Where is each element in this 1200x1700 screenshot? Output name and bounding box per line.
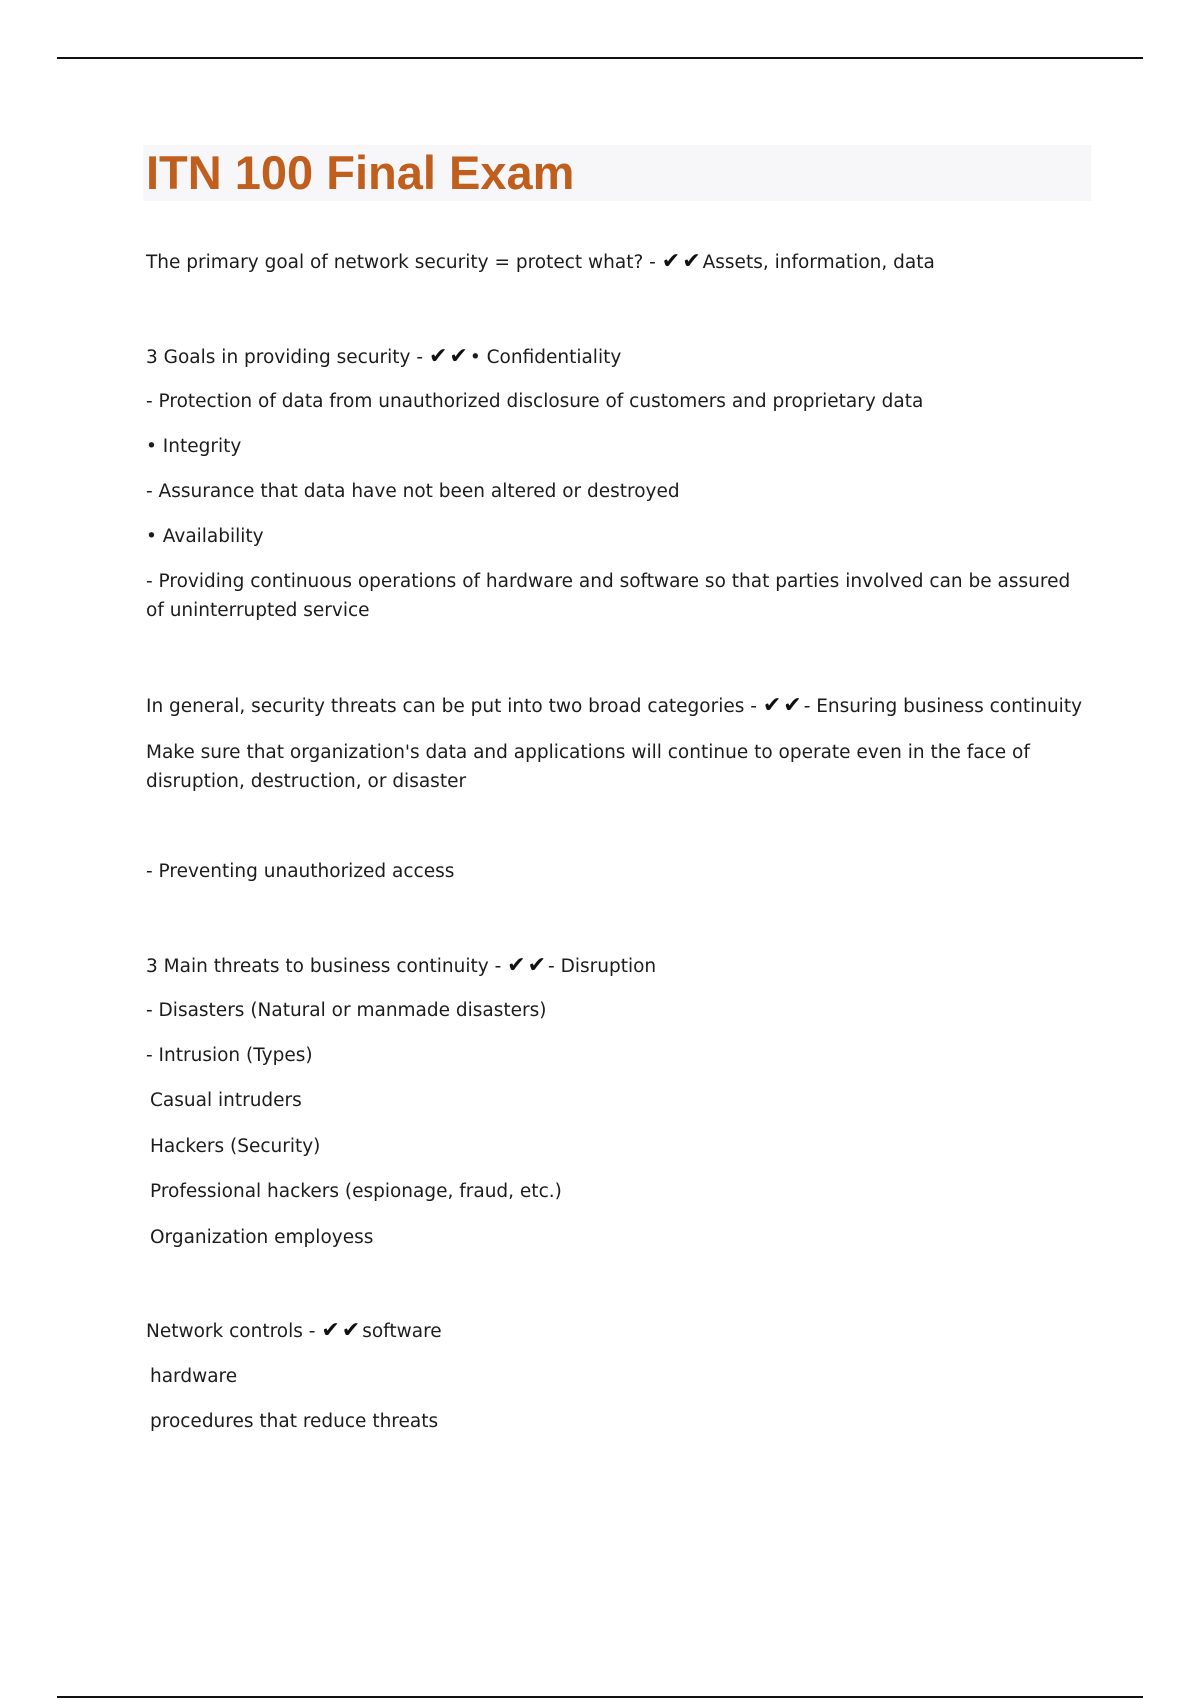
card-1-question-line <box>146 250 935 275</box>
card-4-detail: - Intrusion (Types) <box>146 1045 313 1066</box>
check-icon: ✔ <box>527 953 549 978</box>
card-2-detail: • Integrity <box>146 436 242 457</box>
card-2-question: 3 Goals in providing security - <box>146 347 429 368</box>
check-icon: ✔ <box>428 344 450 369</box>
card-2-answer: • Confidentiality <box>469 347 622 368</box>
check-icon: ✔ <box>449 344 470 369</box>
card-1-question: The primary goal of network security = protect what? - <box>146 252 662 273</box>
card-2-detail: • Availability <box>146 526 264 547</box>
card-3-question: In general, security threats can be put into two broad categories - <box>146 696 763 717</box>
check-icon: ✔ <box>682 249 703 274</box>
document-title: ITN 100 Final Exam <box>146 146 575 199</box>
card-4-detail: - Disasters (Natural or manmade disasters) <box>146 1000 547 1021</box>
card-3-question-line <box>146 694 1082 719</box>
bottom-rule <box>57 1696 1143 1698</box>
card-4-detail: Casual intruders <box>150 1090 302 1111</box>
card-5-detail: hardware <box>150 1366 238 1387</box>
card-5-question: Network controls - <box>146 1321 322 1342</box>
check-icon: ✔ <box>321 1318 342 1343</box>
card-3-detail: Make sure that organization's data and applications will continue to operate even in the face of disruption, destruction, or disaster <box>146 742 1030 792</box>
check-icon: ✔ <box>507 953 528 978</box>
card-3-detail: - Preventing unauthorized access <box>146 861 455 882</box>
card-2-detail: - Assurance that data have not been altered or destroyed <box>146 481 680 502</box>
top-rule <box>57 57 1143 59</box>
card-2-detail: - Protection of data from unauthorized disclosure of customers and proprietary data <box>146 391 924 412</box>
card-5-question-line <box>146 1319 442 1344</box>
card-2-question-line <box>146 345 621 370</box>
check-icon: ✔ <box>341 1318 363 1343</box>
card-4-question: 3 Main threats to business continuity - <box>146 956 508 977</box>
card-4-answer: - Disruption <box>548 956 657 977</box>
card-5-answer: software <box>362 1321 442 1342</box>
card-5-detail: procedures that reduce threats <box>150 1411 439 1432</box>
card-3-answer: - Ensuring business continuity <box>803 696 1083 717</box>
check-icon: ✔ <box>661 249 683 274</box>
check-icon: ✔ <box>783 693 804 718</box>
card-1-answer: Assets, information, data <box>702 252 935 273</box>
check-icon: ✔ <box>762 693 784 718</box>
card-4-detail: Professional hackers (espionage, fraud, etc.) <box>150 1181 562 1202</box>
card-4-question-line <box>146 954 656 979</box>
card-4-detail: Hackers (Security) <box>150 1136 321 1157</box>
card-4-detail: Organization employess <box>150 1227 374 1248</box>
card-2-detail: - Providing continuous operations of hardware and software so that parties involved can be assured of uninterrupted service <box>146 571 1071 621</box>
